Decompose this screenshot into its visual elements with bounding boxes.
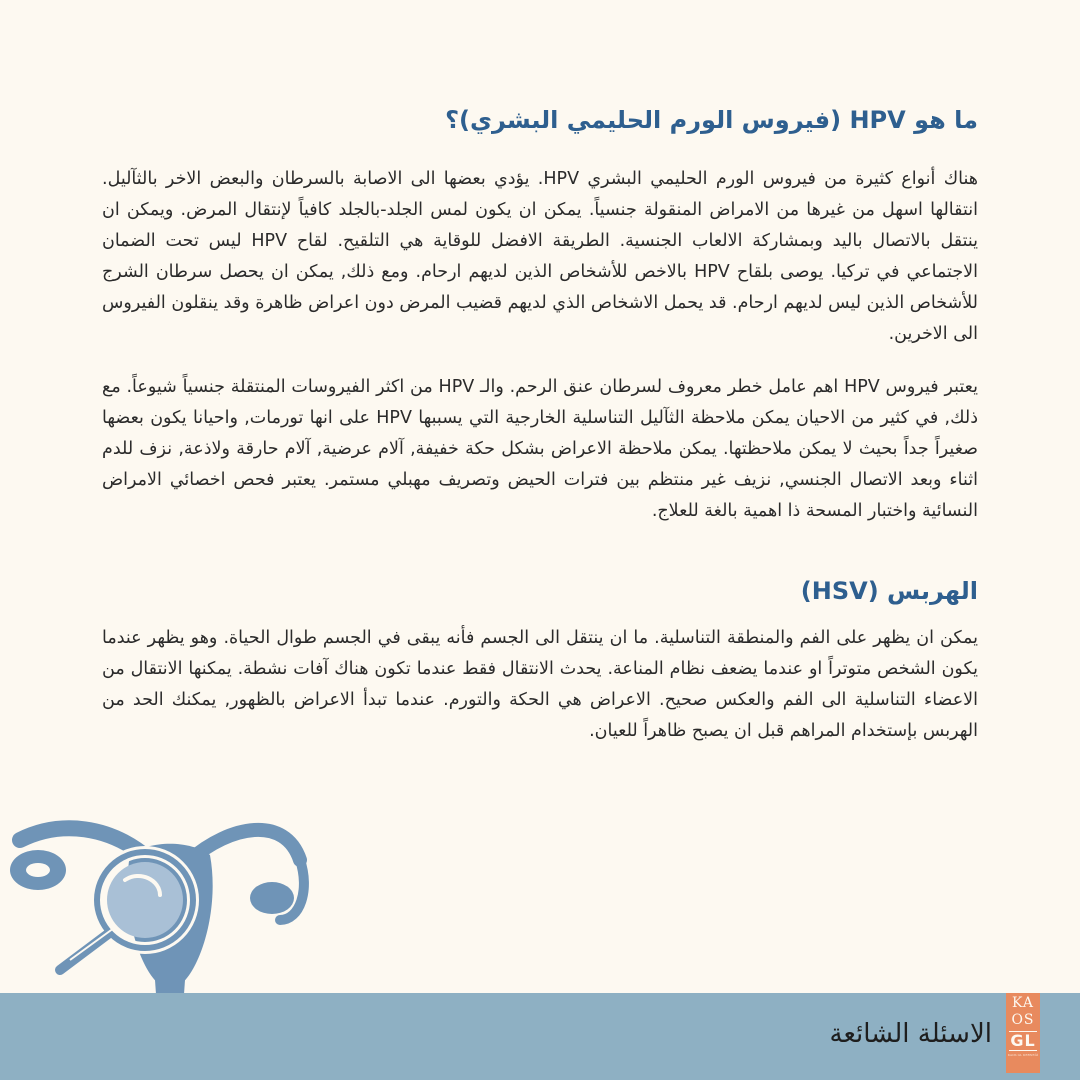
logo-line-3: GL — [1010, 1031, 1036, 1050]
hpv-heading: ما هو HPV (فيروس الورم الحليمي البشري)؟ — [445, 106, 978, 134]
logo-tagline: KAOS GL DERNEĞİ — [1007, 1053, 1039, 1057]
hpv-paragraph-2: يعتبر فيروس HPV اهم عامل خطر معروف لسرطان عنق الرحم. والـ HPV من اكثر الفيروسات المنتقلة جنسياً شيوعاً. مع ذلك, في كثير من الاحيان يمكن ملاحظة الثآليل التناسلية الخارجية التي يسببها HPV على انها تورمات, واحيانا يكون بعضها صغيراً جداً بحيث لا يمكن ملاحظتها. يمكن ملاحظة الاعراض بشكل حكة خفيفة, آلام عرضية, آلام حارقة ولاذعة, نزف للدم اثناء وبعد الاتصال الجنسي, نزيف غير منتظم بين فترات الحيض وتصريف مهبلي مستمر. يعتبر فحص اخصائي الامراض النسائية واختبار المسحة ذا اهمية بالغة للعلاج. — [102, 377, 978, 521]
hpv-paragraph-1: هناك أنواع كثيرة من فيروس الورم الحليمي البشري HPV. يؤدي بعضها الى الاصابة بالسرطان والبعض الاخر بالثآليل. انتقالها اسهل من غيرها من الامراض المنقولة جنسياً. يمكن ان يكون لمس الجلد-بالجلد كافياً لإنتقال المرض. ويمكن ان ينتقل بالاتصال باليد وبمشاركة الالعاب الجنسية. الطريقة الافضل للوقاية هي التلقيح. لقاح HPV ليس تحت الضمان الاجتماعي في تركيا. يوصى بلقاح HPV بالاخص للأشخاص الذين لديهم ارحام. ومع ذلك, يمكن ان يحصل سرطان الشرج للأشخاص الذين ليس لديهم ارحام. قد يحمل الاشخاص الذي لديهم قضيب المرض دون اعراض ظاهرة وقد ينقلون الفيروس الى الاخرين. — [102, 169, 978, 344]
hsv-paragraph: يمكن ان يظهر على الفم والمنطقة التناسلية. ما ان ينتقل الى الجسم فأنه يبقى في الجسم طوال الحياة. وهو يظهر عندما يكون الشخص متوتراً او عندما يضعف نظام المناعة. يحدث الانتقال فقط عندما تكون هناك آفات نشطة. يمكنها الانتقال من الاعضاء التناسلية الى الفم والعكس صحيح. الاعراض هي الحكة والتورم. عندما تبدأ الاعراض بالظهور, يمكنك الحد من الهربس بإستخدام المراهم قبل ان يصبح ظاهراً للعيان. — [102, 628, 978, 741]
footer-title: الاسئلة الشائعة — [829, 1019, 992, 1049]
logo-line-2: OS — [1011, 1012, 1035, 1028]
logo-line-1: KA — [1011, 995, 1034, 1011]
kaos-gl-logo — [1006, 993, 1040, 1073]
hsv-heading: الهربس (HSV) — [800, 577, 978, 605]
footer-band — [0, 993, 1080, 1080]
faq-content — [102, 100, 978, 747]
